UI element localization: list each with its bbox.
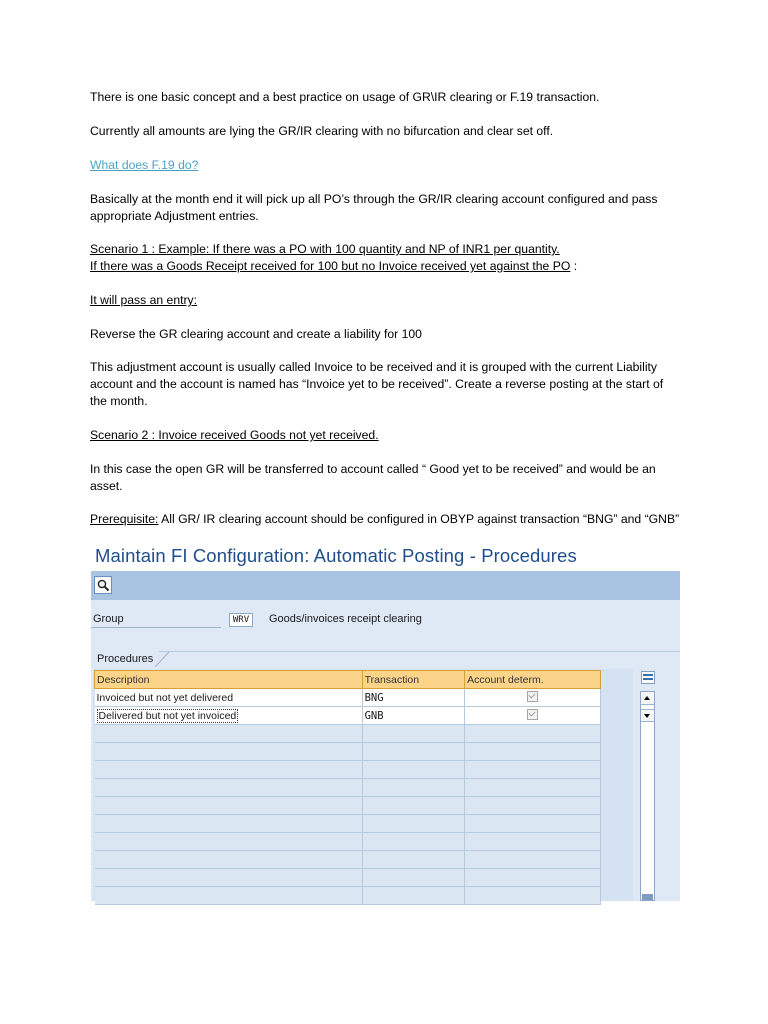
scenario2-label: Scenario 2 : Invoice received Goods not yet received. [90, 428, 379, 442]
scenario1-line1 [90, 241, 680, 258]
prerequisite-text: All GR/ IR clearing account should be configured in OBYP against transaction “BNG” and “GNB” [158, 512, 680, 526]
scenario1-colon: : [570, 259, 578, 273]
reverse-line: Reverse the GR clearing account and create a liability for 100 [90, 327, 422, 341]
sap-screen-title: Maintain FI Configuration: Automatic Posting - Procedures [95, 545, 577, 566]
table-row-empty[interactable] [95, 833, 601, 851]
scenario1-goods-receipt: If there was a Goods Receipt received for 100 but no Invoice received yet against the PO [90, 259, 571, 273]
procedures-tab[interactable]: Procedures [91, 651, 159, 667]
adjustment-paragraph: This adjustment account is usually called Invoice to be received and it is grouped with the current Liability account and the account is named has “Invoice yet to be received”. Create a reverse posting at the start of the month. [90, 360, 664, 408]
open-gr-paragraph: In this case the open GR will be transferred to account called “ Good yet to be received” and would be an asset. [90, 462, 656, 493]
vertical-scrollbar[interactable] [640, 691, 655, 901]
prerequisite-paragraph [90, 511, 680, 528]
checkbox-checked-disabled [527, 691, 538, 702]
entry-label-line [90, 292, 680, 309]
table-row[interactable] [95, 707, 601, 725]
scroll-up-icon[interactable] [641, 692, 654, 705]
cell-account-determ [465, 689, 601, 707]
table-row-empty[interactable] [95, 725, 601, 743]
column-header-transaction[interactable]: Transaction [362, 671, 465, 689]
section-heading-link[interactable] [90, 157, 680, 174]
table-row-empty[interactable] [95, 815, 601, 833]
current-state-line: Currently all amounts are lying the GR/IR clearing with no bifurcation and clear set off. [90, 124, 554, 138]
scenario1-line2 [90, 258, 680, 275]
group-label-underline [91, 627, 221, 628]
cell-description[interactable]: Invoiced but not yet delivered [95, 689, 363, 707]
table-row[interactable] [95, 689, 601, 707]
group-label: Group [93, 613, 124, 625]
scenario1-example: Scenario 1 : Example: If there was a PO with 100 quantity and NP of INR1 per quantity. [90, 242, 560, 256]
table-row-empty[interactable] [95, 779, 601, 797]
sap-screenshot [91, 571, 680, 901]
sap-toolbar [91, 571, 680, 600]
f19-heading[interactable]: What does F.19 do? [90, 158, 199, 172]
scroll-thumb[interactable] [642, 894, 653, 900]
table-row-empty[interactable] [95, 761, 601, 779]
f19-description: Basically at the month end it will pick up all PO’s through the GR/IR clearing account configured and pass appropriate Adjustment entries. [90, 192, 658, 223]
table-row-empty[interactable] [95, 743, 601, 761]
cell-description-selected[interactable]: Delivered but not yet invoiced [95, 707, 363, 725]
column-header-description[interactable]: Description [95, 671, 363, 689]
procedures-separator [91, 651, 680, 652]
table-row-empty[interactable] [95, 887, 601, 905]
table-settings-icon[interactable] [641, 671, 655, 684]
group-description: Goods/invoices receipt clearing [269, 613, 422, 625]
scroll-down-icon[interactable] [641, 709, 654, 722]
table-row-empty[interactable] [95, 797, 601, 815]
group-code-field[interactable]: WRV [229, 613, 253, 627]
scenario2-line [90, 427, 680, 444]
table-row-empty[interactable] [95, 869, 601, 887]
table-row-empty[interactable] [95, 851, 601, 869]
cell-transaction[interactable]: BNG [362, 689, 465, 707]
details-button[interactable] [94, 576, 112, 594]
magnifier-icon [96, 578, 110, 592]
cell-account-determ [465, 707, 601, 725]
tab-slant [155, 651, 173, 668]
checkbox-checked-disabled [527, 709, 538, 720]
intro-line: There is one basic concept and a best practice on usage of GR\IR clearing or F.19 transaction. [90, 90, 600, 104]
table-header-row [95, 671, 601, 689]
entry-label: It will pass an entry: [90, 293, 198, 307]
column-header-account-determ[interactable]: Account determ. [465, 671, 601, 689]
cell-transaction[interactable]: GNB [362, 707, 465, 725]
procedures-table [94, 670, 601, 905]
prerequisite-label: Prerequisite: [90, 512, 159, 526]
